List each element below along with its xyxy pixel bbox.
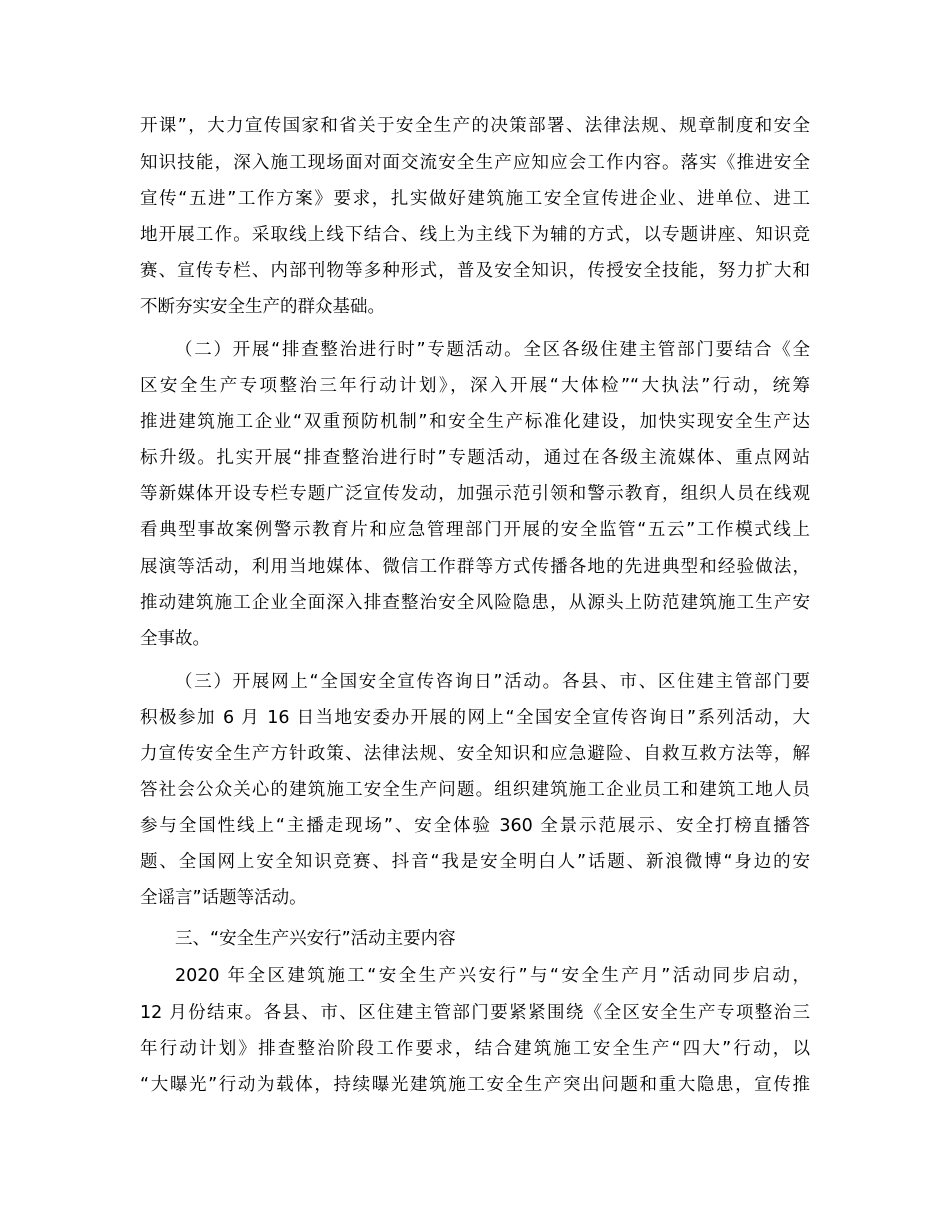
paragraph-1-line-6: 不断夯实安全生产的群众基础。: [140, 297, 385, 317]
paragraph-3-line-2: 积极参加 6 月 16 日当地安委办开展的网上“全国安全宣传咨询日”系列活动，大: [140, 708, 810, 728]
paragraph-3-line-3: 力宣传安全生产方针政策、法律法规、安全知识和应急避险、自救互救方法等，解: [140, 744, 810, 764]
paragraph-1-line-3: 宣传“五进”工作方案》要求，扎实做好建筑施工安全宣传进企业、进单位、进工: [140, 189, 810, 209]
paragraph-2-line-5: 等新媒体开设专栏专题广泛宣传发动，加强示范引领和警示教育，组织人员在线观: [140, 484, 810, 504]
paragraph-2-line-7: 展演等活动，利用当地媒体、微信工作群等方式传播各地的先进典型和经验做法，: [140, 557, 810, 577]
paragraph-2-line-8: 推动建筑施工企业全面深入排查整治安全风险隐患，从源头上防范建筑施工生产安: [140, 593, 810, 613]
paragraph-4-line-1: 2020 年全区建筑施工“安全生产兴安行”与“安全生产月”活动同步启动，: [175, 966, 810, 986]
paragraph-3-line-5: 参与全国性线上“主播走现场”、安全体验 360 全景示范展示、安全打榜直播答: [140, 816, 810, 836]
paragraph-2-line-4: 标升级。扎实开展“排查整治进行时”专题活动，通过在各级主流媒体、重点网站: [140, 448, 810, 468]
paragraph-4-line-4: “大曝光”行动为载体，持续曝光建筑施工安全生产突出问题和重大隐患，宣传推: [140, 1075, 810, 1095]
paragraph-1-line-5: 赛、宣传专栏、内部刊物等多种形式，普及安全知识，传授安全技能，努力扩大和: [140, 261, 810, 281]
paragraph-2-line-1: （二）开展“排查整治进行时”专题活动。全区各级住建主管部门要结合《全: [175, 340, 810, 360]
paragraph-2-line-3: 推进建筑施工企业“双重预防机制”和安全生产标准化建设，加快实现安全生产达: [140, 412, 810, 432]
paragraph-1-line-4: 地开展工作。采取线上线下结合、线上为主线下为辅的方式，以专题讲座、知识竞: [140, 225, 810, 245]
paragraph-4-line-2: 12 月份结束。各县、市、区住建主管部门要紧紧围绕《全区安全生产专项整治三: [140, 1003, 810, 1023]
paragraph-2-line-6: 看典型事故案例警示教育片和应急管理部门开展的安全监管“五云”工作模式线上: [140, 520, 810, 540]
paragraph-3-line-7: 全谣言”话题等活动。: [140, 888, 307, 908]
paragraph-2-line-9: 全事故。: [140, 629, 210, 649]
paragraph-4-line-3: 年行动计划》排查整治阶段工作要求，结合建筑施工安全生产“四大”行动，以: [140, 1039, 810, 1059]
paragraph-2-line-2: 区安全生产专项整治三年行动计划》，深入开展“大体检”“大执法”行动，统筹: [140, 376, 810, 396]
paragraph-3-line-4: 答社会公众关心的建筑施工安全生产问题。组织建筑施工企业员工和建筑工地人员: [140, 780, 810, 800]
paragraph-1-line-2: 知识技能，深入施工现场面对面交流安全生产应知应会工作内容。落实《推进安全: [140, 153, 810, 173]
paragraph-3-line-1: （三）开展网上“全国安全宣传咨询日”活动。各县、市、区住建主管部门要: [175, 672, 810, 692]
paragraph-1-line-1: 开课”，大力宣传国家和省关于安全生产的决策部署、法律法规、规章制度和安全: [140, 116, 810, 136]
paragraph-3-line-6: 题、全国网上安全知识竞赛、抖音“我是安全明白人”话题、新浪微博“身边的安: [140, 852, 810, 872]
section-heading: 三、“安全生产兴安行”活动主要内容: [175, 929, 456, 949]
